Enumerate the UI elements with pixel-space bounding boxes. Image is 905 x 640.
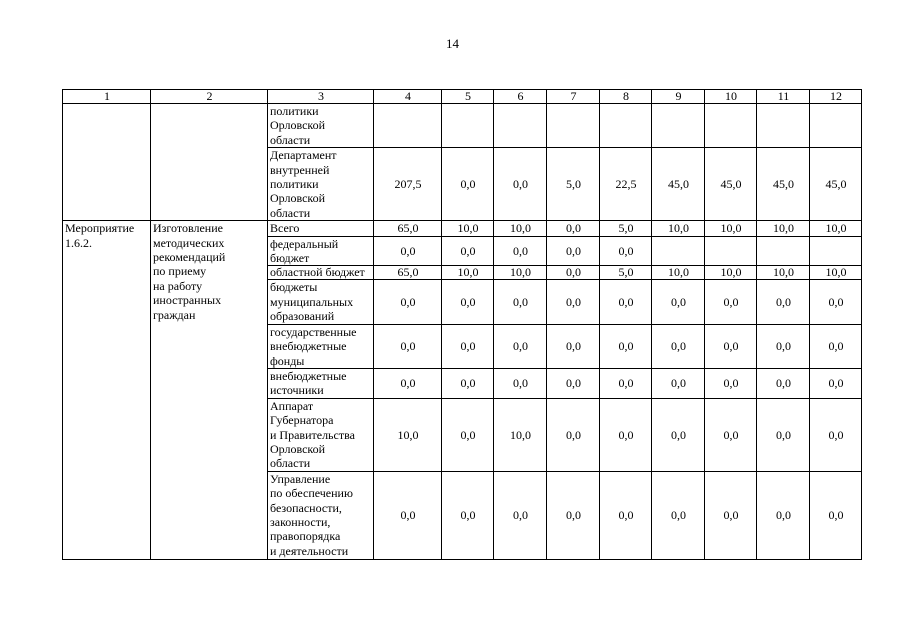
- value-cell: [652, 236, 705, 266]
- value-cell: 0,0: [652, 280, 705, 324]
- value-cell: 0,0: [652, 324, 705, 368]
- value-cell: 45,0: [652, 148, 705, 221]
- empty-cell: [63, 104, 151, 221]
- value-cell: 0,0: [810, 398, 862, 471]
- value-cell: 0,0: [374, 471, 442, 559]
- value-cell: 0,0: [757, 324, 810, 368]
- value-cell: 0,0: [547, 324, 600, 368]
- value-cell: [547, 104, 600, 148]
- value-cell: 0,0: [374, 368, 442, 398]
- funding-source-cell: федеральный бюджет: [268, 236, 374, 266]
- value-cell: 0,0: [705, 324, 757, 368]
- header-cell: 4: [374, 90, 442, 104]
- value-cell: 0,0: [374, 280, 442, 324]
- value-cell: 0,0: [374, 324, 442, 368]
- value-cell: [757, 104, 810, 148]
- value-cell: 0,0: [547, 471, 600, 559]
- value-cell: 65,0: [374, 266, 442, 280]
- value-cell: 0,0: [600, 236, 652, 266]
- budget-table: [62, 89, 862, 560]
- value-cell: 0,0: [494, 236, 547, 266]
- value-cell: 0,0: [810, 324, 862, 368]
- header-cell: 10: [705, 90, 757, 104]
- funding-source-cell: бюджеты муниципальных образований: [268, 280, 374, 324]
- value-cell: 0,0: [547, 398, 600, 471]
- funding-source-cell: Аппарат Губернатора и Правительства Орловской области: [268, 398, 374, 471]
- header-cell: 11: [757, 90, 810, 104]
- value-cell: [600, 104, 652, 148]
- value-cell: 45,0: [810, 148, 862, 221]
- value-cell: [442, 104, 494, 148]
- value-cell: 10,0: [374, 398, 442, 471]
- header-cell: 5: [442, 90, 494, 104]
- funding-source-cell: политики Орловской области: [268, 104, 374, 148]
- value-cell: 0,0: [547, 368, 600, 398]
- value-cell: 0,0: [705, 471, 757, 559]
- header-row: [63, 90, 862, 104]
- value-cell: 5,0: [547, 148, 600, 221]
- value-cell: [810, 236, 862, 266]
- value-cell: [810, 104, 862, 148]
- value-cell: [705, 104, 757, 148]
- table-row: [63, 221, 862, 236]
- value-cell: 0,0: [547, 236, 600, 266]
- value-cell: 10,0: [652, 221, 705, 236]
- page-number: 14: [446, 36, 459, 51]
- value-cell: 0,0: [494, 368, 547, 398]
- value-cell: 10,0: [494, 398, 547, 471]
- value-cell: 10,0: [442, 221, 494, 236]
- header-cell: 9: [652, 90, 705, 104]
- value-cell: 5,0: [600, 266, 652, 280]
- value-cell: 5,0: [600, 221, 652, 236]
- table-row: [63, 104, 862, 148]
- value-cell: 0,0: [757, 368, 810, 398]
- header-cell: 8: [600, 90, 652, 104]
- value-cell: 10,0: [494, 266, 547, 280]
- value-cell: [374, 104, 442, 148]
- header-cell: 3: [268, 90, 374, 104]
- value-cell: 0,0: [442, 368, 494, 398]
- value-cell: 10,0: [705, 266, 757, 280]
- header-cell: 7: [547, 90, 600, 104]
- value-cell: 0,0: [810, 368, 862, 398]
- funding-source-cell: государственные внебюджетные фонды: [268, 324, 374, 368]
- value-cell: 0,0: [757, 398, 810, 471]
- value-cell: 10,0: [705, 221, 757, 236]
- value-cell: 0,0: [547, 280, 600, 324]
- value-cell: 0,0: [600, 368, 652, 398]
- header-cell: 2: [151, 90, 268, 104]
- empty-cell: [151, 104, 268, 221]
- value-cell: 10,0: [757, 221, 810, 236]
- value-cell: 0,0: [374, 236, 442, 266]
- value-cell: 0,0: [547, 266, 600, 280]
- value-cell: 65,0: [374, 221, 442, 236]
- value-cell: 0,0: [757, 280, 810, 324]
- value-cell: [652, 104, 705, 148]
- value-cell: 0,0: [600, 471, 652, 559]
- value-cell: 10,0: [442, 266, 494, 280]
- header-cell: 12: [810, 90, 862, 104]
- value-cell: 0,0: [600, 280, 652, 324]
- value-cell: 0,0: [442, 280, 494, 324]
- value-cell: 0,0: [442, 471, 494, 559]
- value-cell: [494, 104, 547, 148]
- value-cell: 10,0: [652, 266, 705, 280]
- value-cell: 10,0: [494, 221, 547, 236]
- measure-name-cell: Изготовление методических рекомендаций по приему на работу иностранных граждан: [151, 221, 268, 560]
- value-cell: 10,0: [810, 221, 862, 236]
- value-cell: 0,0: [494, 324, 547, 368]
- value-cell: 0,0: [547, 221, 600, 236]
- value-cell: 0,0: [494, 148, 547, 221]
- value-cell: 0,0: [494, 280, 547, 324]
- funding-source-cell: областной бюджет: [268, 266, 374, 280]
- funding-source-cell: Департамент внутренней политики Орловской области: [268, 148, 374, 221]
- funding-source-cell: внебюджетные источники: [268, 368, 374, 398]
- value-cell: 0,0: [810, 280, 862, 324]
- value-cell: 0,0: [494, 471, 547, 559]
- measure-id-cell: Мероприятие 1.6.2.: [63, 221, 151, 560]
- value-cell: 207,5: [374, 148, 442, 221]
- value-cell: 22,5: [600, 148, 652, 221]
- value-cell: 10,0: [757, 266, 810, 280]
- value-cell: 0,0: [652, 398, 705, 471]
- funding-source-cell: Управление по обеспечению безопасности, законности, правопорядка и деятельности: [268, 471, 374, 559]
- value-cell: 0,0: [600, 324, 652, 368]
- value-cell: 45,0: [757, 148, 810, 221]
- value-cell: 0,0: [810, 471, 862, 559]
- value-cell: 0,0: [705, 368, 757, 398]
- header-cell: 1: [63, 90, 151, 104]
- value-cell: 0,0: [442, 236, 494, 266]
- value-cell: 0,0: [652, 368, 705, 398]
- value-cell: 0,0: [757, 471, 810, 559]
- funding-source-cell: Всего: [268, 221, 374, 236]
- value-cell: 10,0: [810, 266, 862, 280]
- value-cell: 0,0: [705, 398, 757, 471]
- value-cell: 0,0: [600, 398, 652, 471]
- value-cell: 45,0: [705, 148, 757, 221]
- value-cell: 0,0: [442, 398, 494, 471]
- value-cell: 0,0: [442, 148, 494, 221]
- value-cell: 0,0: [442, 324, 494, 368]
- value-cell: 0,0: [652, 471, 705, 559]
- header-cell: 6: [494, 90, 547, 104]
- value-cell: [705, 236, 757, 266]
- value-cell: [757, 236, 810, 266]
- value-cell: 0,0: [705, 280, 757, 324]
